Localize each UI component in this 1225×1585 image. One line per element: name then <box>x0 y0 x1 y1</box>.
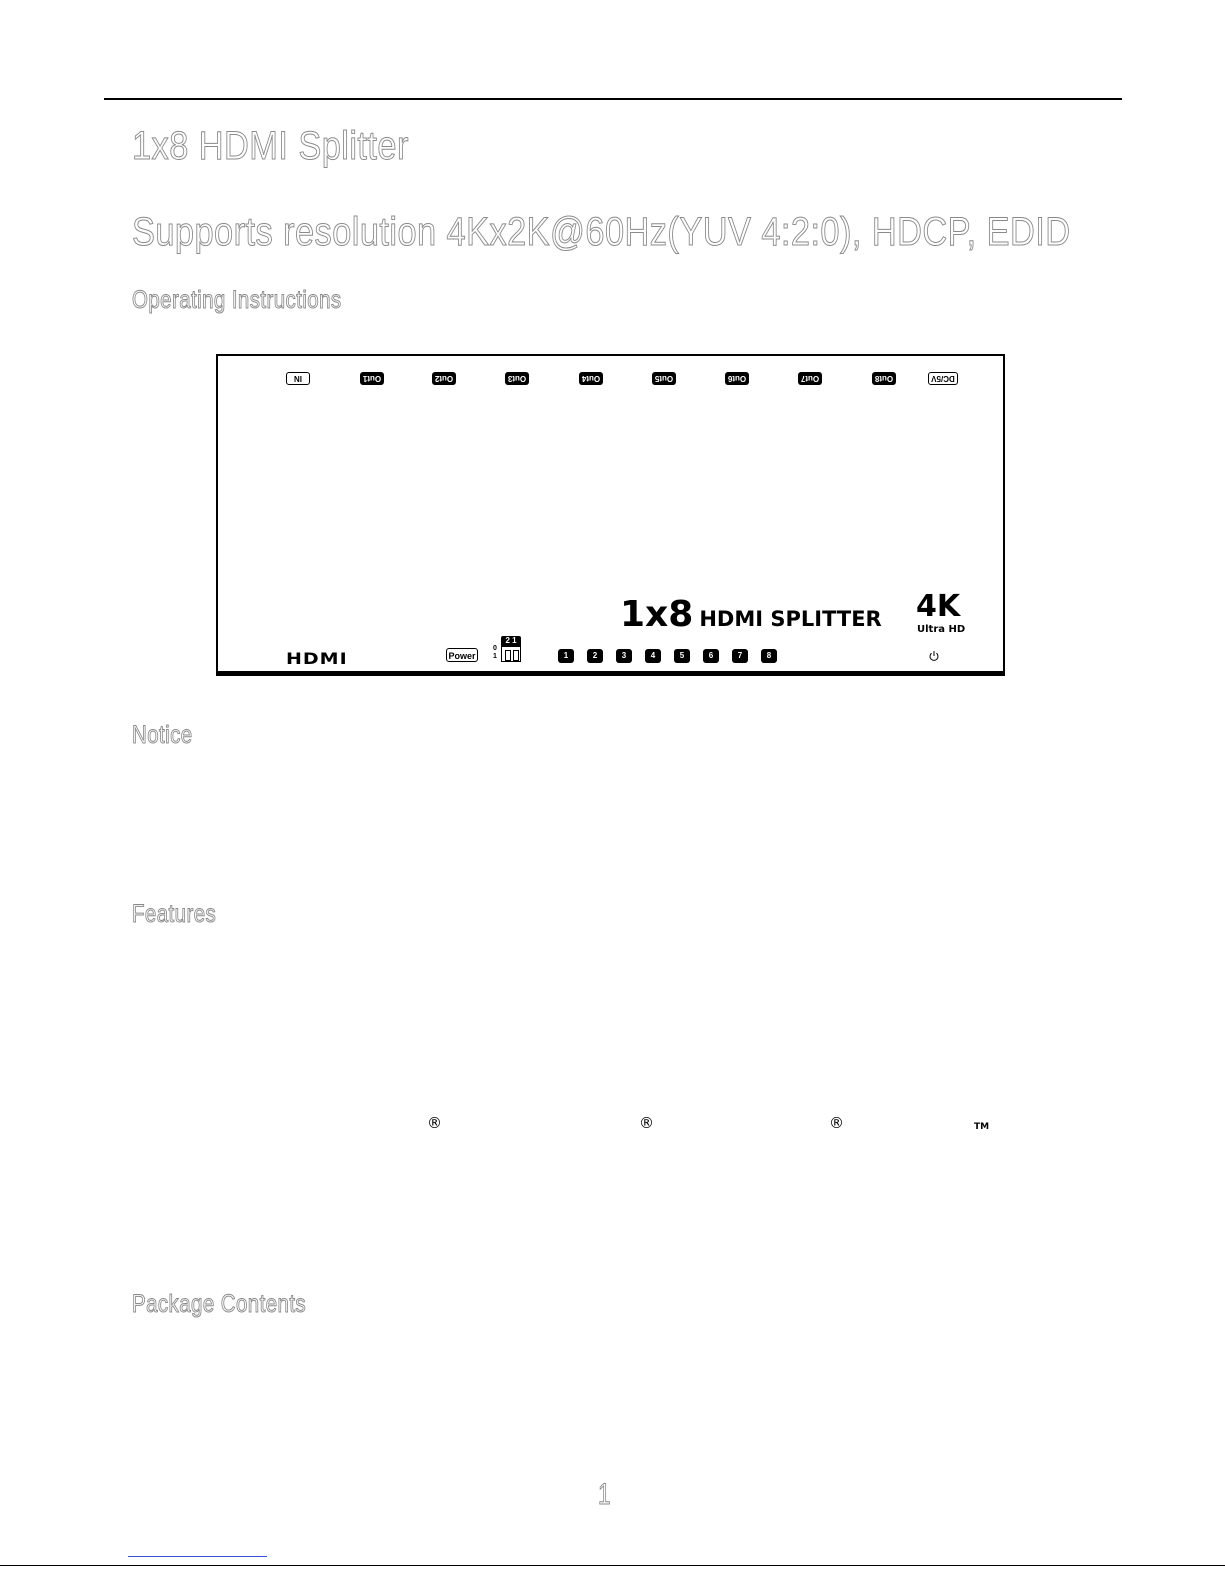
port-out1: Out1 <box>360 372 384 385</box>
model-name <box>620 594 882 635</box>
output-led-7: 7 <box>732 649 748 663</box>
port-out7: Out7 <box>798 372 822 385</box>
port-out6: Out6 <box>725 372 749 385</box>
port-out3: Out3 <box>505 372 529 385</box>
output-led-5: 5 <box>674 649 690 663</box>
bottom-rule <box>0 1565 1225 1566</box>
output-led-8: 8 <box>761 649 777 663</box>
registered-mark: ® <box>829 1114 844 1132</box>
dip-switch-body <box>501 646 521 662</box>
power-label: Power <box>446 648 478 662</box>
power-icon <box>928 650 940 662</box>
dip-switch-header: 2 1 <box>501 636 521 646</box>
registered-mark: ® <box>427 1114 442 1132</box>
splitter-device-illustration <box>216 354 1005 676</box>
dip-row-1-label: 1 <box>493 653 497 660</box>
section-heading-features: Features <box>132 900 217 928</box>
section-heading-operating-instructions: Operating Instructions <box>132 286 342 314</box>
output-led-3: 3 <box>616 649 632 663</box>
output-led-1: 1 <box>558 649 574 663</box>
model-number: 1x8 <box>620 594 694 635</box>
hdmi-logo: HDMI <box>286 649 348 669</box>
badge-ultra-hd: Ultra HD <box>917 624 966 635</box>
port-dc-power: DC/5V <box>928 372 958 385</box>
page-title: 1x8 HDMI Splitter <box>132 124 409 168</box>
footer-link-underline <box>128 1556 267 1557</box>
section-heading-notice: Notice <box>132 721 193 749</box>
port-out2: Out2 <box>432 372 456 385</box>
top-rule <box>104 98 1122 100</box>
port-in: IN <box>286 372 310 385</box>
port-out4: Out4 <box>579 372 603 385</box>
trademark-mark: TM <box>974 1122 990 1132</box>
dip-switch-row-labels <box>493 645 497 661</box>
dip-row-0-label: 0 <box>493 645 497 652</box>
badge-4k: 4K <box>916 589 961 624</box>
page-subtitle: Supports resolution 4Kx2K@60Hz(YUV 4:2:0), HDCP, EDID <box>132 210 1071 254</box>
port-out8: Out8 <box>872 372 896 385</box>
model-description: HDMI SPLITTER <box>699 607 882 631</box>
port-out5: Out5 <box>652 372 676 385</box>
output-led-4: 4 <box>645 649 661 663</box>
dip-switch-1 <box>513 650 519 661</box>
dip-switch <box>501 636 521 664</box>
output-led-6: 6 <box>703 649 719 663</box>
output-led-2: 2 <box>587 649 603 663</box>
registered-mark: ® <box>639 1114 654 1132</box>
section-heading-package-contents: Package Contents <box>132 1290 307 1318</box>
dip-switch-2 <box>505 650 511 661</box>
page-number: 1 <box>598 1478 611 1511</box>
